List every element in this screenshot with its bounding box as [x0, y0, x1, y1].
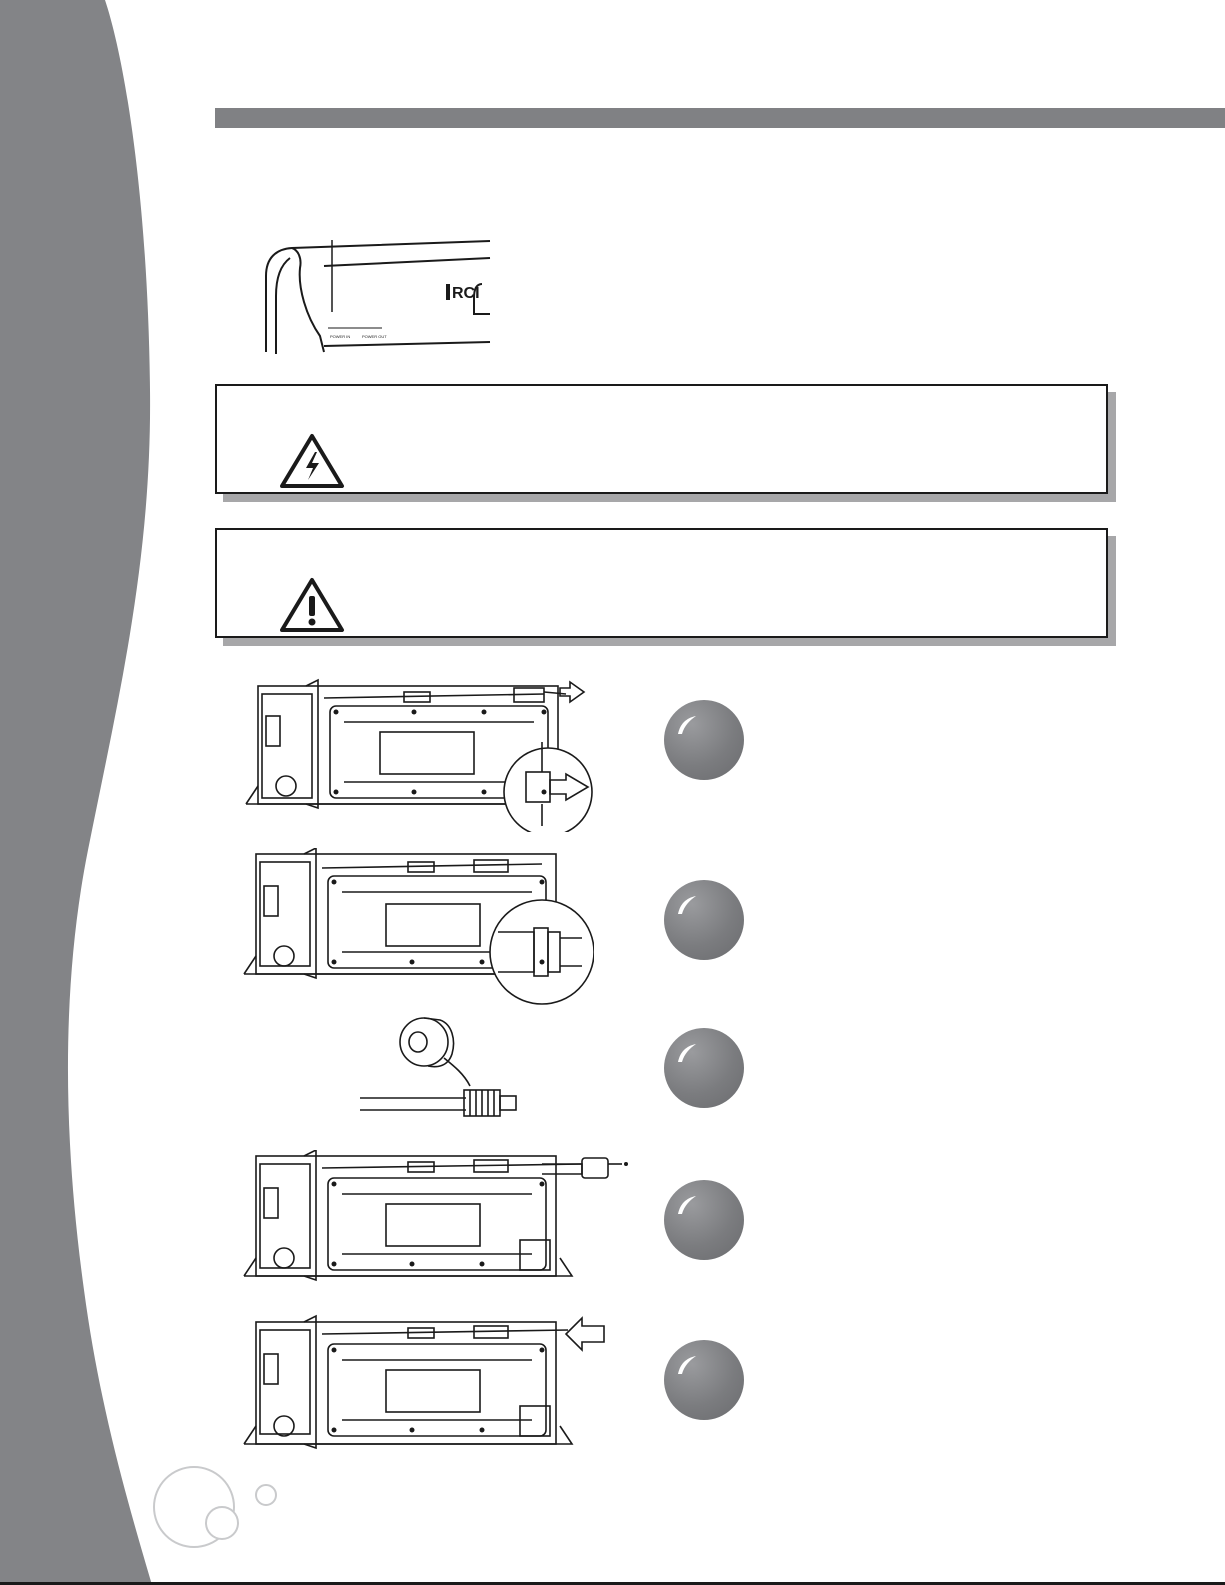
brand-logo: RCI [452, 285, 480, 302]
unit-fitting-figure [242, 1150, 634, 1290]
sidebar-wave-decoration [0, 0, 260, 1585]
electrical-warning-box [215, 384, 1108, 494]
bubble-gloss-icon [674, 1350, 704, 1380]
step-5-bubble [664, 1340, 744, 1420]
bubble-gloss-icon [674, 890, 704, 920]
bubble-gloss-icon [674, 1038, 704, 1068]
footer-bubbles-decoration [150, 1465, 290, 1555]
bubble-gloss-icon [674, 1190, 704, 1220]
unit-disconnect-figure [244, 676, 596, 832]
step-2-bubble [664, 880, 744, 960]
caution-icon [279, 576, 345, 634]
bubble-gloss-icon [674, 710, 704, 740]
unit-reconnect-figure [238, 1314, 608, 1458]
step-1-bubble [664, 700, 744, 780]
caution-box [215, 528, 1108, 638]
product-photo-figure [262, 236, 494, 354]
panel-label-power-out: POWER OUT [362, 334, 387, 339]
electrical-hazard-icon [279, 432, 345, 490]
panel-label-power-in: POWER IN [330, 334, 351, 339]
sidebar-wave-shape [0, 0, 152, 1585]
step-4-bubble [664, 1180, 744, 1260]
step-3-bubble [664, 1028, 744, 1108]
header-bar [215, 108, 1225, 128]
teflon-tape-figure [356, 1014, 526, 1122]
unit-connector-figure [242, 848, 594, 1012]
